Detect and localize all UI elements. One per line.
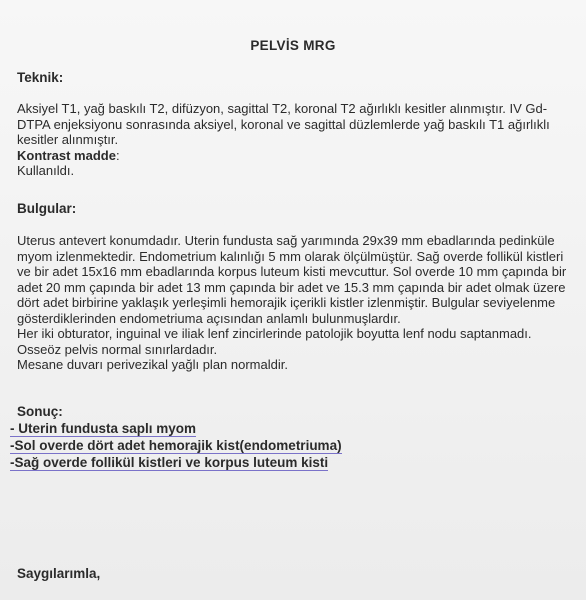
bulgular-section <box>17 233 578 373</box>
sonuc-list <box>10 420 342 471</box>
sonuc-item <box>10 437 342 454</box>
closing-signature: Saygılarımla, <box>17 566 101 581</box>
report-title: PELVİS MRG <box>250 38 336 53</box>
sonuc-item-2: -Sol overde dört adet hemorajik kist(endometriuma) <box>10 438 342 453</box>
teknik-text: Aksiyel T1, yağ baskılı T2, difüzyon, sagittal T2, koronal T2 ağırlıklı kesitler alınmıştır. IV Gd-DTPA enjeksiyonu sonrasında aksiyel, koronal ve sagittal düzlemlerde yağ baskılı T1 ağırlıklı kesitler alınmıştır. <box>17 101 550 147</box>
contrast-line <box>17 148 578 164</box>
contrast-colon: : <box>115 147 120 163</box>
bulgular-paragraph: Uterus antevert konumdadır. Uterin fundusta sağ yarımında 29x39 mm ebadlarında pedinküle myom izlenmektedir. Endometrium kalınlığı 5 mm olarak ölçülmüştür. Sağ overde follikül kistleri ve bir adet 15x16 mm ebadlarında korpus luteum kisti mevcuttur. Sol overde 10 mm çapında bir adet 20 mm çapında bir adet 13 mm çapında bir adet ve 15.3 mm çapında bir adet olmak üzere dört adet birbirine yaklaşık yerleşimli hemorajik içerikli kistler izlenmiştir. Bulgular seviyelenme gösterdiklerinden endometriuma açısından anlamlı bulunmuşlardır. <box>17 233 567 326</box>
contrast-label: Kontrast madde <box>17 147 116 163</box>
bone-line: Osseöz pelvis normal sınırlardadır. <box>17 341 218 357</box>
teknik-section <box>17 101 578 179</box>
teknik-heading: Teknik: <box>17 70 64 85</box>
bladder-line: Mesane duvarı perivezikal yağlı plan normaldir. <box>17 357 288 372</box>
bulgular-heading: Bulgular: <box>17 201 77 216</box>
sonuc-item <box>10 420 342 437</box>
contrast-value: Kullanıldı. <box>17 163 75 178</box>
sonuc-item-1: - Uterin fundusta saplı myom <box>10 421 197 436</box>
sonuc-heading: Sonuç: <box>17 404 63 419</box>
lymph-line: Her iki obturator, inguinal ve iliak lenf zincirlerinde patolojik boyutta lenf nodu saptanmadı. <box>17 326 532 341</box>
sonuc-item-3: -Sağ overde follikül kistleri ve korpus luteum kisti <box>10 455 329 470</box>
sonuc-item <box>10 454 342 471</box>
